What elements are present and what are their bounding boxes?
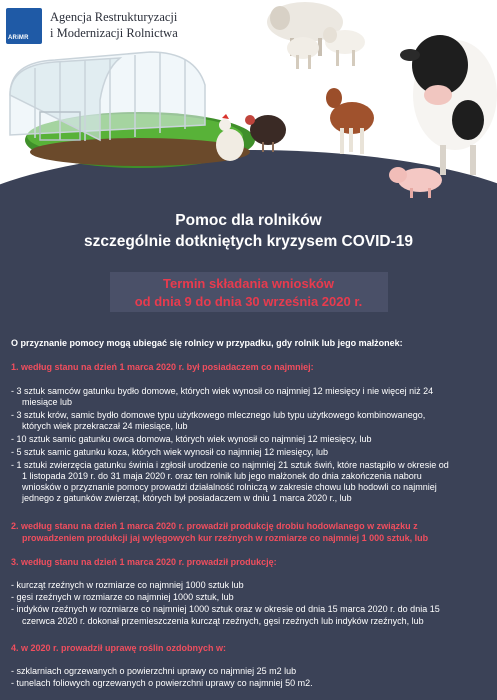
logo-name-line2: i Modernizacji Rolnictwa bbox=[50, 26, 178, 40]
list-item: - 3 sztuk krów, samic bydło domowe typu użytkowego mlecznego lub typu użytkowego kombinowanego, bbox=[11, 410, 426, 420]
pig-icon bbox=[389, 167, 442, 198]
list-item: czerwca 2020 r. dokonał przemieszczenia kurcząt rzeźnych, gęsi rzeźnych lub indyków rzeźnych, lub bbox=[22, 616, 424, 626]
section2-heading-line1: 2. według stanu na dzień 1 marca 2020 r. prowadził produkcję drobiu hodowlanego w związku z bbox=[11, 521, 418, 531]
logo-icon bbox=[6, 8, 42, 44]
section3-heading: 3. według stanu na dzień 1 marca 2020 r. prowadził produkcję: bbox=[11, 557, 277, 567]
list-item: - szklarniach ogrzewanych o powierzchni uprawy co najmniej 25 m2 lub bbox=[11, 666, 297, 676]
page-title-line2: szczególnie dotkniętych kryzysem COVID-19 bbox=[83, 233, 414, 250]
list-item: - 10 sztuk samic gatunku owca domowa, których wiek wynosił co najmniej 12 miesięcy, lub bbox=[11, 434, 372, 444]
turkey-icon bbox=[245, 115, 286, 152]
logo-abbrev: ARiMR bbox=[8, 35, 29, 41]
hero-illustration bbox=[0, 0, 497, 205]
page-title-line1: Pomoc dla rolników bbox=[175, 212, 322, 229]
lamb-small-icon bbox=[287, 37, 319, 69]
list-item: - tunelach foliowych ogrzewanych o powierzchni uprawy co najmniej 50 m2. bbox=[11, 678, 313, 688]
lamb-icon bbox=[323, 27, 365, 66]
cow-icon bbox=[400, 35, 497, 175]
list-item: - 5 sztuk samic gatunku koza, których wiek wynosił co najmniej 12 miesięcy, lub bbox=[11, 447, 328, 457]
goat-icon bbox=[326, 88, 374, 154]
list-item: wniosków o przyznanie pomocy prowadzi działalność rolniczą w zakresie chowu lub hodowli co najmniej bbox=[22, 482, 437, 492]
list-item: których wiek przekraczał 24 miesiące, lub bbox=[22, 421, 188, 431]
deadline-line2: od dnia 9 do dnia 30 września 2020 r. bbox=[134, 294, 363, 309]
list-item: 1 listopada 2019 r. do 31 maja 2020 r. oraz ten rolnik lub jego małżonek do dnia zakończenia naboru bbox=[22, 471, 422, 481]
list-item: - 3 sztuk samców gatunku bydło domowe, których wiek wynosił co najmniej 12 miesięcy i nie więcej niż 24 bbox=[11, 386, 434, 396]
section1-heading: 1. według stanu na dzień 1 marca 2020 r. był posiadaczem co najmniej: bbox=[11, 362, 314, 372]
intro-text: O przyznanie pomocy mogą ubiegać się rolnicy w przypadku, gdy rolnik lub jego małżonek: bbox=[11, 338, 403, 348]
list-item: jednego z gatunków zwierząt, których był posiadaczem w dniu 1 marca 2020 r., lub bbox=[22, 493, 352, 503]
list-item: - gęsi rzeźnych w rozmiarze co najmniej 1000 sztuk, lub bbox=[11, 592, 234, 602]
list-item: - kurcząt rzeźnych w rozmiarze co najmniej 1000 sztuk lub bbox=[11, 580, 244, 590]
logo-name-line1: Agencja Restrukturyzacji bbox=[50, 10, 178, 24]
list-item: - indyków rzeźnych w rozmiarze co najmniej 1000 sztuk oraz w okresie od dnia 15 marca 2020 r. do dnia 15 bbox=[11, 604, 440, 614]
section4-heading: 4. w 2020 r. prowadził uprawę roślin ozdobnych w: bbox=[11, 643, 227, 653]
deadline-line1: Termin składania wniosków bbox=[163, 276, 334, 291]
agency-logo bbox=[6, 8, 216, 48]
list-item: miesiące lub bbox=[22, 397, 73, 407]
section2-heading-line2: prowadzeniem produkcji jaj wylęgowych kur rzeźnych w rozmiarze co najmniej 1 000 sztuk, lub bbox=[22, 533, 429, 543]
list-item: - 1 sztuki zwierzęcia gatunku świnia i zgłosił urodzenie co najmniej 21 sztuk świń, które nastąpiło w okresie od bbox=[11, 460, 449, 470]
hen-icon bbox=[216, 114, 244, 161]
